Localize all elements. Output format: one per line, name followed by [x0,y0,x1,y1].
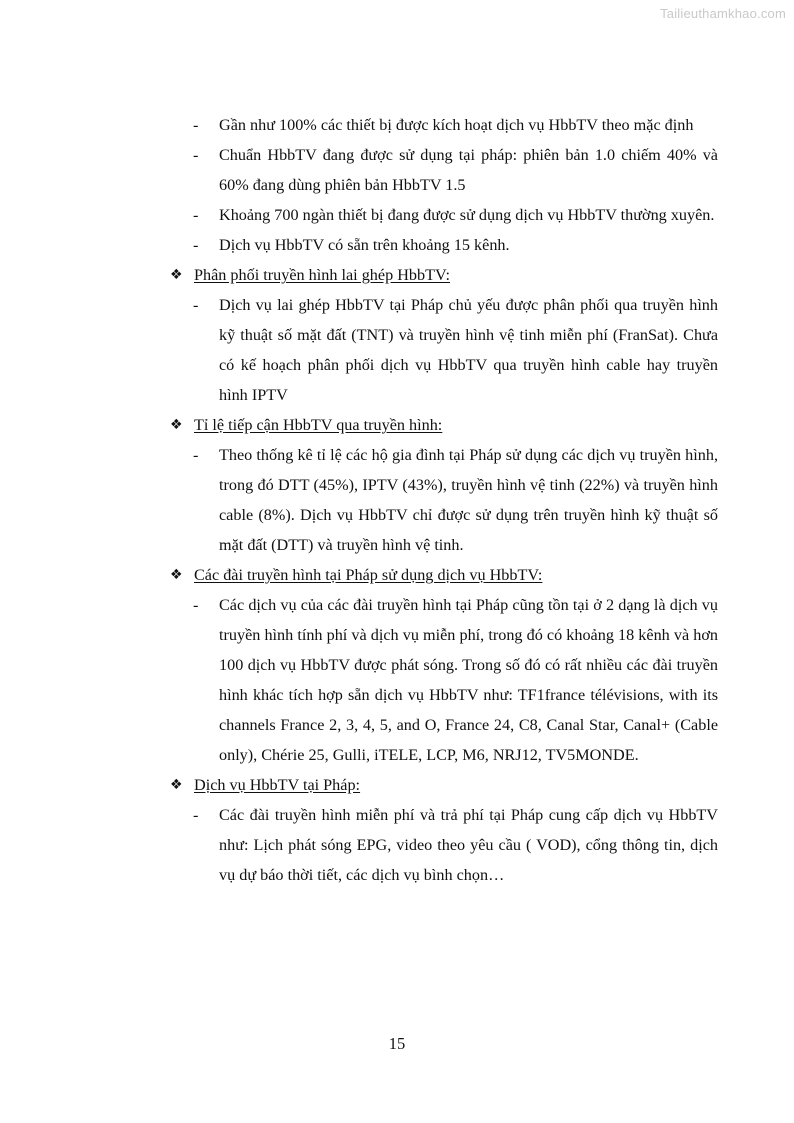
list-item [170,800,718,890]
list-item [170,590,718,770]
section-heading [170,770,718,800]
section-heading-text: Các đài truyền hình tại Pháp sử dụng dịch vụ HbbTV: [194,566,543,584]
list-item-text: Các đài truyền hình miễn phí và trả phí tại Pháp cung cấp dịch vụ HbbTV như: Lịch phát sóng EPG, video theo yêu cầu ( VOD), cổng thông tin, dịch vụ dự báo thời tiết, các dịch vụ bình chọn… [219,806,718,884]
section-heading-text: Phân phối truyền hình lai ghép HbbTV: [194,266,450,284]
list-item-text: Gần như 100% các thiết bị được kích hoạt dịch vụ HbbTV theo mặc định [219,116,694,134]
document-body [170,110,718,890]
diamond-bullet-icon: ❖ [170,417,183,433]
dash-marker: - [193,146,199,164]
dash-marker: - [193,206,199,224]
dash-marker: - [193,596,199,614]
dash-marker: - [193,806,199,824]
dash-marker: - [193,296,199,314]
list-item [170,200,718,230]
list-item [170,140,718,200]
list-item [170,290,718,410]
list-item-text: Các dịch vụ của các đài truyền hình tại Pháp cũng tồn tại ở 2 dạng là dịch vụ truyền hình tính phí và dịch vụ miễn phí, trong đó có khoảng 18 kênh và hơn 100 dịch vụ HbbTV được phát sóng. Trong số đó có rất nhiều các đài truyền hình khác tích hợp sẵn dịch vụ HbbTV như: TF1france télévisions, with its channels France 2, 3, 4, 5, and O, France 24, C8, Canal Star, Canal+ (Cable only), Chérie 25, Gulli, iTELE, LCP, M6, NRJ12, TV5MONDE. [219,596,718,764]
list-item-text: Khoảng 700 ngàn thiết bị đang được sử dụng dịch vụ HbbTV thường xuyên. [219,206,715,224]
diamond-bullet-icon: ❖ [170,777,183,793]
list-item [170,440,718,560]
section-heading [170,260,718,290]
section-heading [170,410,718,440]
list-item [170,110,718,140]
dash-marker: - [193,236,199,254]
watermark: Tailieuthamkhao.com [660,6,786,21]
list-item-text: Theo thống kê tỉ lệ các hộ gia đình tại Pháp sử dụng các dịch vụ truyền hình, trong đó DTT (45%), IPTV (43%), truyền hình vệ tinh (22%) và truyền hình cable (8%). Dịch vụ HbbTV chỉ được sử dụng trên truyền hình kỹ thuật số mặt đất (DTT) và truyền hình vệ tinh. [219,446,718,554]
diamond-bullet-icon: ❖ [170,267,183,283]
dash-marker: - [193,116,199,134]
list-item [170,230,718,260]
list-item-text: Dịch vụ lai ghép HbbTV tại Pháp chủ yếu được phân phối qua truyền hình kỹ thuật số mặt đất (TNT) và truyền hình vệ tinh miễn phí (FranSat). Chưa có kế hoạch phân phối dịch vụ HbbTV qua truyền hình cable hay truyền hình IPTV [219,296,718,404]
section-heading [170,560,718,590]
section-heading-text: Tỉ lệ tiếp cận HbbTV qua truyền hình: [194,416,443,434]
list-item-text: Dịch vụ HbbTV có sẵn trên khoảng 15 kênh. [219,236,510,254]
diamond-bullet-icon: ❖ [170,567,183,583]
page-number: 15 [388,1034,406,1053]
list-item-text: Chuẩn HbbTV đang được sử dụng tại pháp: phiên bản 1.0 chiếm 40% và 60% đang dùng phiên bản HbbTV 1.5 [219,146,718,194]
section-heading-text: Dịch vụ HbbTV tại Pháp: [194,776,361,794]
dash-marker: - [193,446,199,464]
